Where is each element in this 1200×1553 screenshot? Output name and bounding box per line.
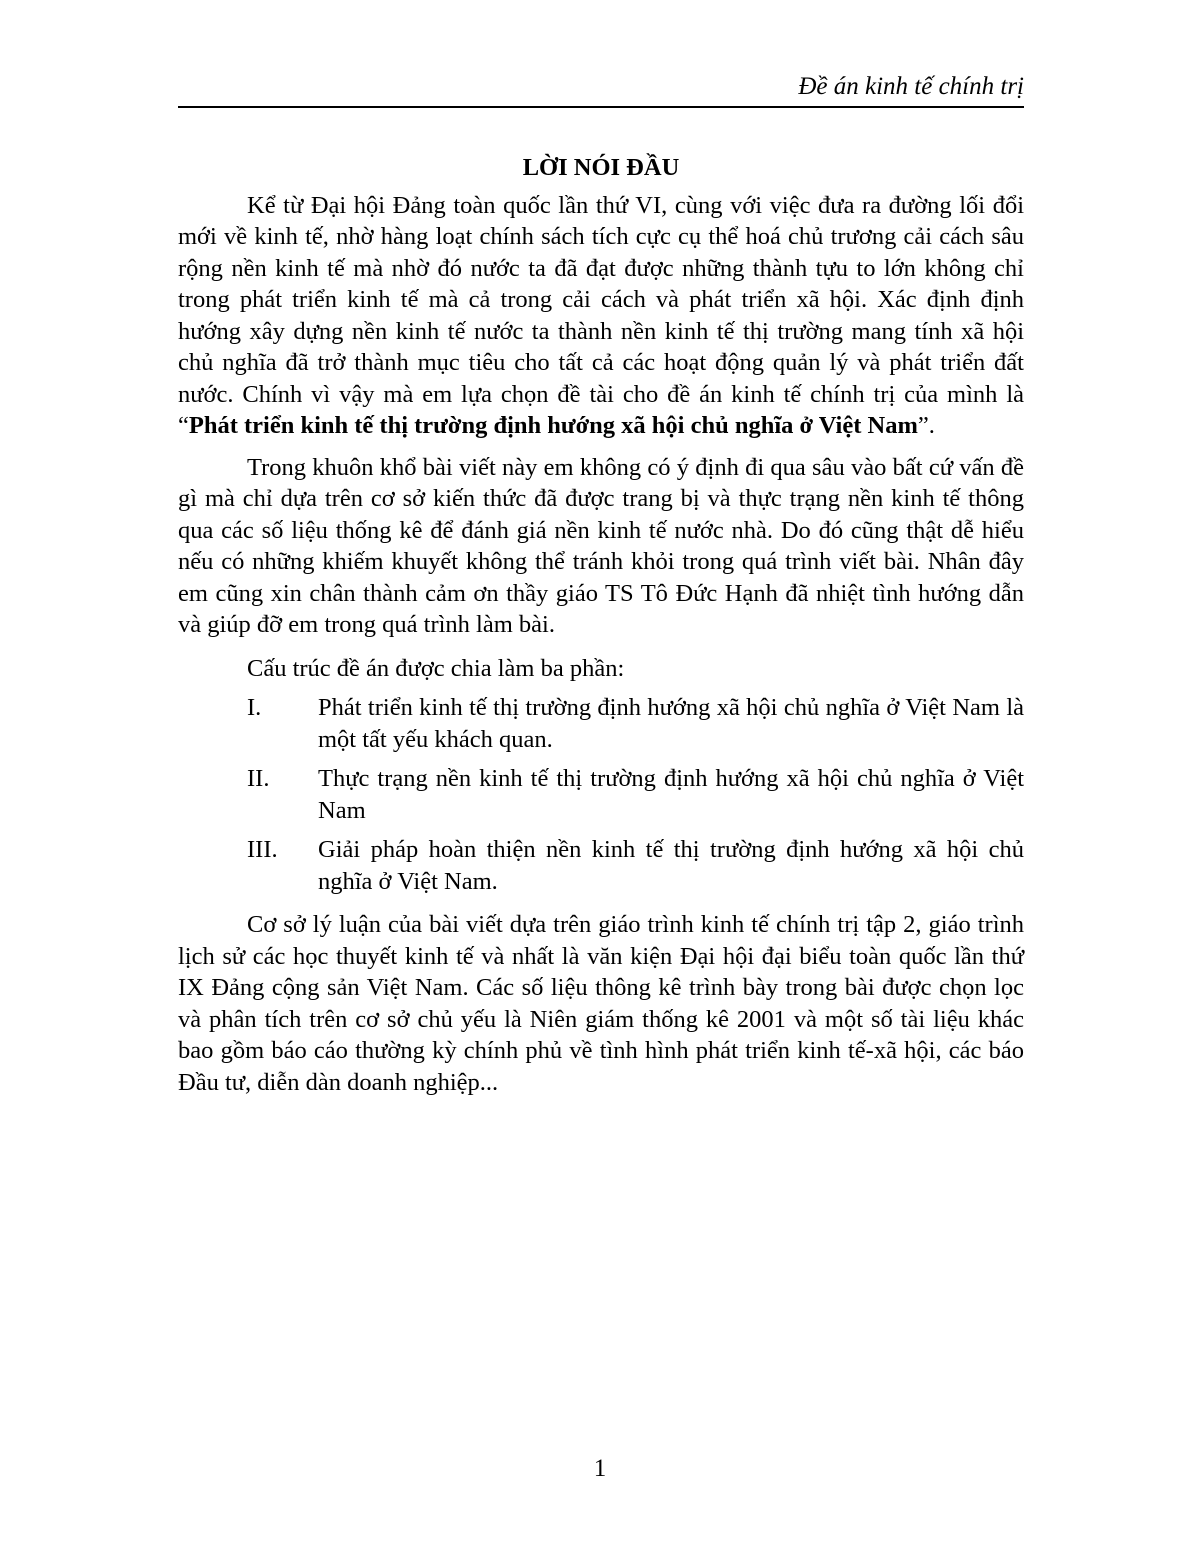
running-header [178, 72, 1024, 108]
list-item [178, 692, 1024, 755]
sources-paragraph: Cơ sở lý luận của bài viết dựa trên giáo trình kinh tế chính trị tập 2, giáo trình lịch sử các học thuyết kinh tế và nhất là văn kiện Đại hội đại biểu toàn quốc lần thứ IX Đảng cộng sản Việt Nam. Các số liệu thông kê trình bày trong bài được chọn lọc và phân tích trên cơ sở chủ yếu là Niên giám thống kê 2001 và một số tài liệu khác bao gồm báo cáo thường kỳ chính phủ về tình hình phát triển kinh tế-xã hội, các báo Đầu tư, diễn dàn doanh nghiệp... [178, 911, 1024, 1096]
document-body [178, 152, 1024, 1098]
list-item-text: Giải pháp hoàn thiện nền kinh tế thị trường định hướng xã hội chủ nghĩa ở Việt Nam. [318, 836, 1024, 895]
running-header-title: Đề án kinh tế chính trị [798, 73, 1024, 100]
intro-paragraph-end: ”. [917, 412, 935, 439]
thesis-topic: Phát triển kinh tế thị trường định hướng xã hội chủ nghĩa ở Việt Nam [188, 412, 918, 439]
list-item-text: Phát triển kinh tế thị trường định hướng xã hội chủ nghĩa ở Việt Nam là một tất yếu khách quan. [318, 694, 1024, 753]
structure-intro: Cấu trúc đề án được chia làm ba phần: [247, 654, 625, 682]
intro-paragraph [178, 190, 1024, 442]
list-item-text: Thực trạng nền kinh tế thị trường định hướng xã hội chủ nghĩa ở Việt Nam [318, 765, 1024, 824]
parts-list [178, 692, 1024, 897]
document-title: LỜI NÓI ĐẦU [522, 154, 680, 181]
page-number: 1 [593, 1455, 607, 1482]
list-item-number: III. [247, 836, 278, 863]
scope-paragraph: Trong khuôn khổ bài viết này em không có ý định đi qua sâu vào bất cứ vấn đề gì mà chỉ dựa trên cơ sở kiến thức đã được trang bị và thực trạng nền kinh tế thông qua các số liệu thống kê để đánh giá nền kinh tế nước nhà. Do đó cũng thật dễ hiểu nếu có những khiếm khuyết không thể tránh khỏi trong quá trình viết bài. Nhân đây em cũng xin chân thành cảm ơn thầy giáo TS Tô Đức Hạnh đã nhiệt tình hướng dẫn và giúp đỡ em trong quá trình làm bài. [178, 453, 1024, 638]
list-item [178, 834, 1024, 897]
list-item-number: II. [247, 765, 270, 792]
list-item [178, 763, 1024, 826]
list-item-number: I. [247, 694, 262, 721]
intro-paragraph-text: Kể từ Đại hội Đảng toàn quốc lần thứ VI, cùng với việc đưa ra đường lối đổi mới về kinh tế, nhờ hàng loạt chính sách tích cực cụ thể hoá chủ trương cải cách sâu rộng nền kinh tế mà nhờ đó nước ta đã đạt được những thành tựu to lớn không chỉ trong phát triển kinh tế mà cả trong cải cách và phát triển xã hội. Xác định định hướng xây dựng nền kinh tế nước ta thành nền kinh tế thị trường mang tính xã hội chủ nghĩa đã trở thành mục tiêu cho tất cả các hoạt động quản lý và phát triển đất nước. Chính vì vậy mà em lựa chọn đề tài cho đề án kinh tế chính trị của mình là “ [178, 191, 1024, 439]
